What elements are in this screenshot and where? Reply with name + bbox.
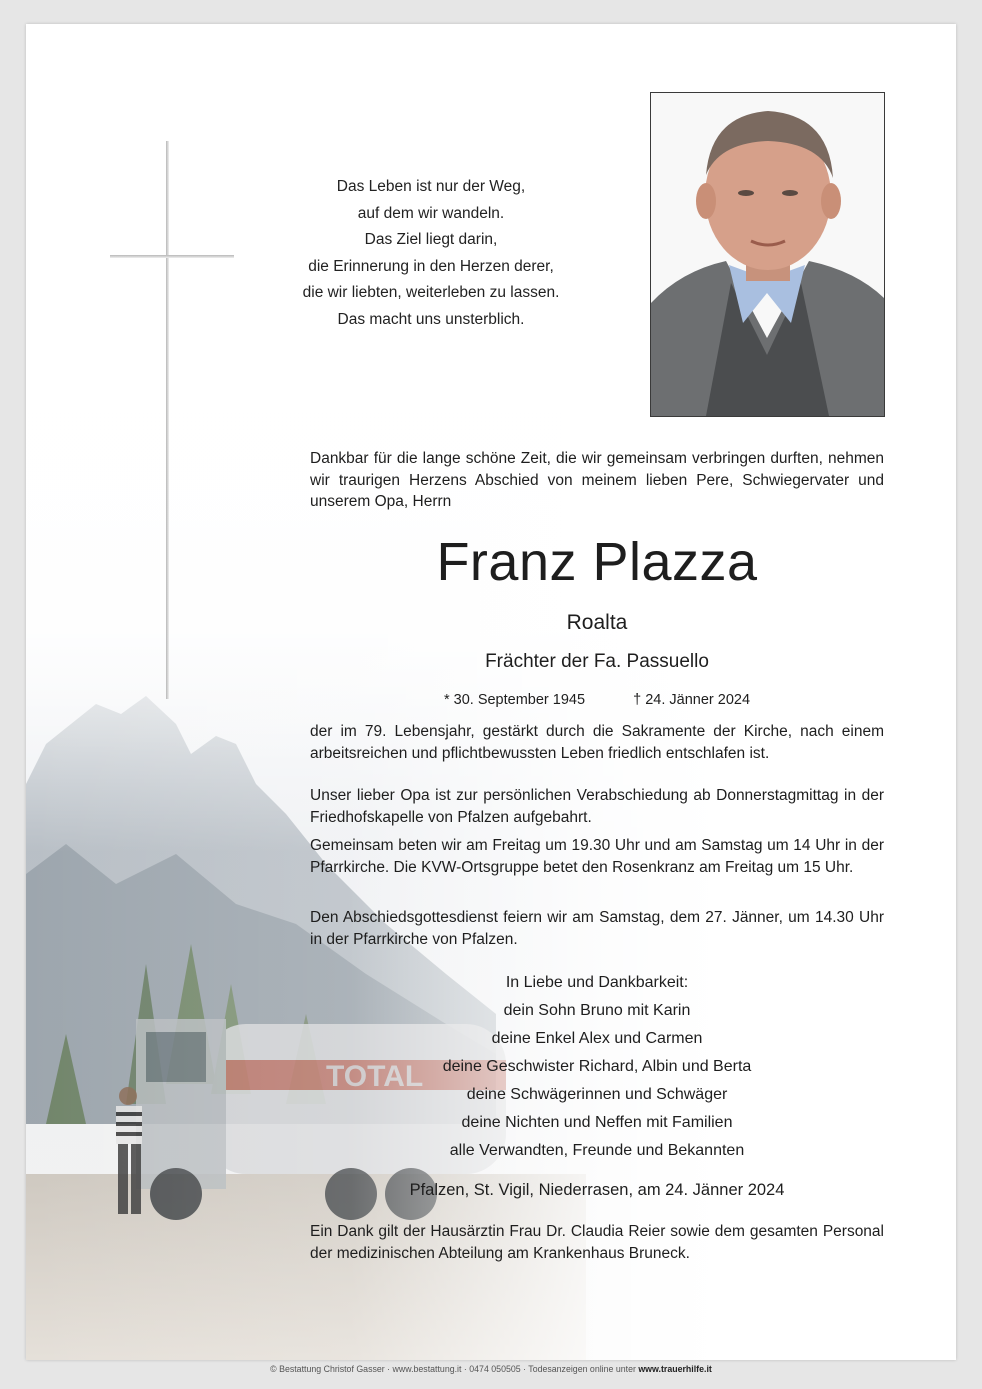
footer-link[interactable]: www.trauerhilfe.it: [638, 1364, 712, 1374]
deceased-name: Franz Plazza: [436, 532, 758, 592]
portrait-image: [651, 93, 884, 416]
mourner-line: alle Verwandten, Freunde und Bekannten: [449, 1142, 745, 1159]
footer-text: © Bestattung Christof Gasser · www.bestattung.it · 0474 050505 · Todesanzeigen online unter: [270, 1364, 639, 1374]
mourners-list: [310, 969, 884, 1165]
mourner-line: deine Schwägerinnen und Schwäger: [466, 1086, 728, 1103]
passing-paragraph: der im 79. Lebensjahr, gestärkt durch die Sakramente der Kirche, nach einem arbeitsreichen und pflichtbewussten Leben friedlich entschlafen ist.: [310, 723, 884, 762]
intro-paragraph: Dankbar für die lange schöne Zeit, die wir gemeinsam verbringen durften, nehmen wir traurigen Herzens Abschied von meinem lieben Pere, Schwiegervater und unserem Opa, Herrn: [310, 450, 884, 510]
mourner-line: deine Enkel Alex und Carmen: [491, 1030, 703, 1047]
poem-line: Das Ziel liegt darin,: [364, 231, 498, 248]
poem-line: auf dem wir wandeln.: [357, 204, 505, 222]
place-date: Pfalzen, St. Vigil, Niederrasen, am 24. Jänner 2024: [409, 1181, 785, 1199]
mourners-heading: In Liebe und Dankbarkeit:: [505, 974, 689, 991]
deceased-nickname: Roalta: [566, 611, 628, 634]
prayer-paragraph: Gemeinsam beten wir am Freitag um 19.30 Uhr und am Samstag um 14 Uhr in der Pfarrkirche. Die KVW-Ortsgruppe betet den Rosenkranz am Freitag um 15 Uhr.: [310, 837, 884, 876]
mourner-line: deine Geschwister Richard, Albin und Berta: [442, 1058, 752, 1075]
birth-date: * 30. September 1945: [443, 692, 586, 708]
death-date: † 24. Jänner 2024: [633, 692, 751, 708]
mourner-line: dein Sohn Bruno mit Karin: [503, 1002, 691, 1019]
footer: [26, 1363, 956, 1375]
cross-vertical-beam: [166, 141, 169, 699]
life-dates: [310, 690, 884, 710]
viewing-paragraph: Unser lieber Opa ist zur persönlichen Verabschiedung ab Donnerstagmittag in der Friedhofskapelle von Pfalzen aufgebahrt.: [310, 787, 884, 826]
mourner-line: deine Nichten und Neffen mit Familien: [461, 1114, 733, 1131]
poem-line: Das Leben ist nur der Weg,: [336, 178, 526, 195]
funeral-paragraph: Den Abschiedsgottesdienst feiern wir am Samstag, dem 27. Jänner, um 14.30 Uhr in der Pfarrkirche von Pfalzen.: [310, 909, 884, 948]
portrait-photo: [650, 92, 885, 417]
obituary-page: [26, 24, 956, 1374]
poem-line: Das macht uns unsterblich.: [337, 310, 525, 328]
poem: [226, 174, 636, 333]
deceased-occupation: Frächter der Fa. Passuello: [485, 651, 709, 672]
poem-line: die Erinnerung in den Herzen derer,: [308, 257, 554, 275]
thanks-paragraph: Ein Dank gilt der Hausärztin Frau Dr. Claudia Reier sowie dem gesamten Personal der medizinischen Abteilung am Krankenhaus Bruneck.: [310, 1223, 884, 1262]
cross-horizontal-beam: [110, 255, 234, 258]
poem-line: die wir liebten, weiterleben zu lassen.: [302, 284, 560, 301]
